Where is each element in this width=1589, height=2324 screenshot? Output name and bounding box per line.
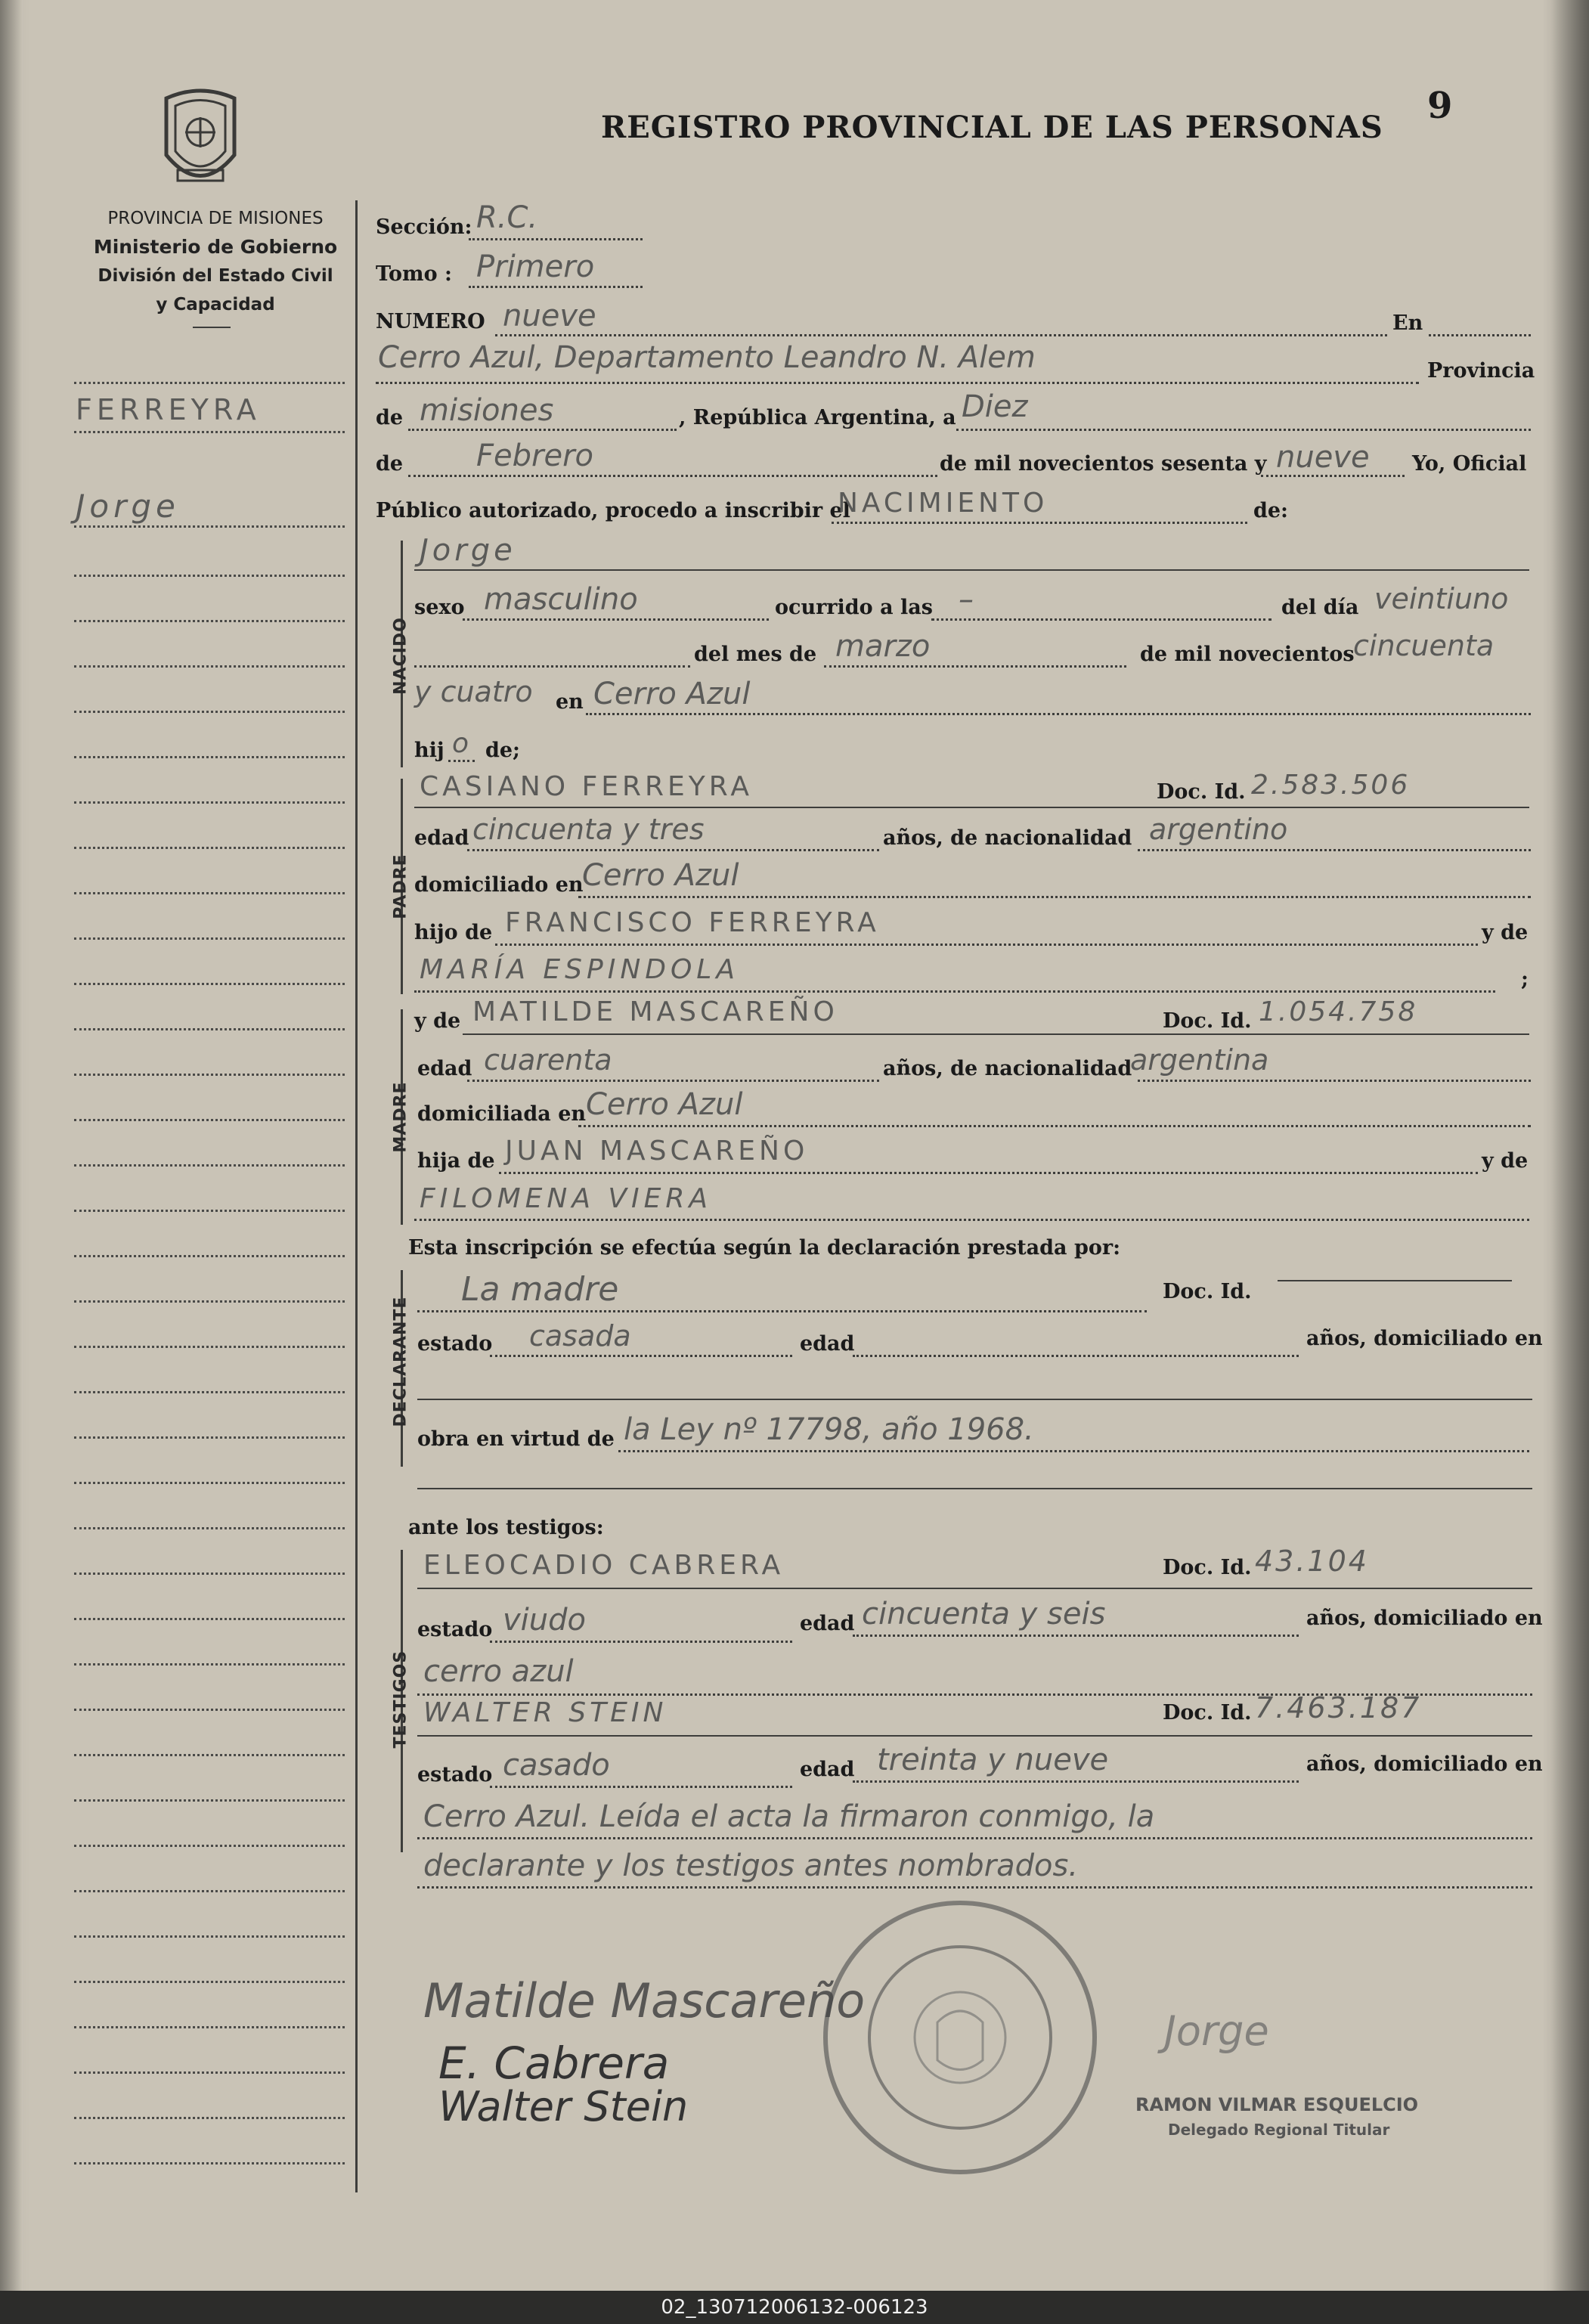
label-padre-nacionalidad: años, de nacionalidad [883, 826, 1132, 850]
label-padre-y-de: y de [1482, 921, 1529, 944]
label-padre-hijo-de: hijo de [414, 921, 493, 944]
page-edge [1551, 0, 1589, 2291]
label-numero: NUMERO [376, 310, 485, 333]
field-padre-padre: FRANCISCO FERREYRA [505, 907, 880, 938]
label-de-mil-nov: de mil novecientos [1140, 643, 1355, 666]
margin-surname: FERREYRA [76, 393, 261, 426]
field-seccion: R.C. [476, 200, 538, 235]
field-madre-padre: JUAN MASCAREÑO [505, 1136, 809, 1167]
margin-separator [355, 200, 358, 2192]
field-acto: NACIMIENTO [838, 488, 1048, 519]
page-number: 9 [1427, 85, 1453, 127]
field-anio-registro: nueve [1276, 440, 1370, 475]
field-testigo1-domicilio: cerro azul [423, 1654, 574, 1689]
filename-caption: 02_130712006132-006123 [0, 2291, 1589, 2324]
label-declarante-doc: Doc. Id. [1163, 1280, 1252, 1303]
label-hij: hij [414, 739, 444, 762]
field-hora: – [959, 582, 974, 617]
label-testigo2-domicilio: años, domiciliado en [1306, 1752, 1543, 1776]
field-dia-nac: veintiuno [1374, 582, 1509, 615]
field-lugar: Cerro Azul, Departamento Leandro N. Alem [378, 340, 1036, 375]
field-numero: nueve [503, 299, 596, 333]
field-anio-nac-2: y cuatro [414, 675, 533, 708]
official-name: RAMON VILMAR ESQUELCIO [1135, 2094, 1419, 2115]
label-del-dia: del día [1281, 596, 1359, 619]
label-ocurrido: ocurrido a las [775, 596, 933, 619]
field-declarante-estado: casada [529, 1319, 631, 1353]
field-hijo-suffix: o [452, 728, 469, 759]
label-en: En [1392, 311, 1423, 335]
org-divider [193, 327, 231, 328]
page-title: REGISTRO PROVINCIAL DE LAS PERSONAS [601, 110, 1383, 145]
label-testigo2-estado: estado [417, 1763, 493, 1786]
label-madre-edad: edad [417, 1057, 472, 1080]
field-testigo1-edad: cincuenta y seis [862, 1597, 1106, 1631]
field-padre-nac: argentino [1149, 813, 1288, 846]
field-dia-registro: Diez [962, 389, 1028, 424]
label-testigo1-domicilio: años, domiciliado en [1306, 1607, 1543, 1630]
field-lugar-nac: Cerro Azul [593, 677, 751, 711]
label-sexo: sexo [414, 596, 465, 619]
label-de-semicolon: de; [485, 739, 521, 762]
label-madre-nacionalidad: años, de nacionalidad [883, 1057, 1132, 1080]
binding-shadow [0, 0, 23, 2291]
label-semicolon: ; [1521, 968, 1529, 991]
label-testigo1-doc: Doc. Id. [1163, 1556, 1252, 1579]
label-testigo2-doc: Doc. Id. [1163, 1701, 1252, 1724]
label-testigo1-estado: estado [417, 1618, 493, 1641]
label-yo-oficial: Yo, Oficial [1412, 452, 1527, 476]
official-seal-stamp [816, 1894, 1104, 2181]
official-title: Delegado Regional Titular [1168, 2121, 1390, 2139]
label-declarante-edad: edad [800, 1332, 855, 1356]
label-testigo1-edad: edad [800, 1612, 855, 1635]
field-madre-madre: FILOMENA VIERA [420, 1183, 713, 1214]
label-en-lugar: en [556, 690, 584, 714]
label-inscripcion: Esta inscripción se efectúa según la declaración prestada por: [408, 1236, 1121, 1260]
section-label-padre: PADRE [391, 854, 410, 919]
field-tomo: Primero [476, 249, 595, 284]
org-header [87, 204, 344, 319]
provincial-emblem-icon [159, 83, 242, 197]
label-padre-doc: Doc. Id. [1157, 780, 1246, 804]
field-testigo2-nombre: WALTER STEIN [423, 1697, 668, 1728]
field-testigo1-doc: 43.104 [1255, 1545, 1369, 1578]
field-padre-edad: cincuenta y tres [472, 813, 705, 846]
label-republica: , República Argentina, a [679, 406, 956, 429]
label-tomo: Tomo : [376, 262, 452, 286]
field-padre-madre: MARÍA ESPINDOLA [420, 954, 739, 985]
section-label-testigos: TESTIGOS [391, 1650, 410, 1749]
signature-madre: Matilde Mascareño [423, 1973, 866, 2028]
field-padre-doc: 2.583.506 [1251, 770, 1411, 801]
signature-oficial: Jorge [1164, 2007, 1269, 2055]
field-testigo2-doc: 7.463.187 [1255, 1691, 1422, 1724]
field-ley: la Ley nº 17798, año 1968. [624, 1412, 1034, 1447]
label-del-mes: del mes de [694, 643, 817, 666]
label-seccion: Sección: [376, 215, 472, 239]
field-anio-nac-1: cincuenta [1353, 629, 1495, 662]
label-obra: obra en virtud de [417, 1427, 615, 1451]
field-madre-edad: cuarenta [484, 1043, 612, 1077]
signature-testigo1: E. Cabrera [438, 2037, 670, 2089]
section-label-madre: MADRE [391, 1081, 410, 1153]
label-provincia: Provincia [1427, 359, 1535, 383]
field-mes-registro: Febrero [476, 438, 593, 473]
field-cierre-2: declarante y los testigos antes nombrados. [423, 1848, 1079, 1883]
label-madre-y-de: y de [1482, 1149, 1529, 1173]
section-label-declarante: DECLARANTE [391, 1296, 410, 1427]
field-madre-doc: 1.054.758 [1259, 996, 1418, 1027]
field-mes-nac: marzo [835, 629, 931, 664]
field-testigo1-nombre: ELEOCADIO CABRERA [423, 1550, 785, 1581]
org-line-province: PROVINCIA DE MISIONES [107, 209, 324, 228]
label-declarante-domicilio: años, domiciliado en [1306, 1327, 1543, 1350]
label-publico: Público autorizado, procedo a inscribir el [376, 499, 850, 522]
signature-testigo2: Walter Stein [438, 2083, 689, 2130]
org-line-division: División del Estado Civil [98, 266, 333, 286]
label-de-mil: de mil novecientos sesenta y [940, 452, 1267, 476]
field-sexo: masculino [484, 582, 638, 617]
section-label-nacido: NACIDO [391, 617, 410, 695]
field-testigo2-estado: casado [503, 1748, 610, 1783]
field-padre-nombre: CASIANO FERREYRA [420, 771, 753, 802]
label-de-colon: de: [1253, 499, 1289, 522]
label-declarante-estado: estado [417, 1332, 493, 1356]
field-provincia: misiones [420, 393, 554, 428]
field-nombre: Jorge [420, 533, 516, 568]
field-madre-nac: argentina [1130, 1043, 1269, 1077]
label-de-provincia: de [376, 406, 404, 429]
label-madre-y-de: y de [414, 1009, 461, 1033]
field-madre-domicilio: Cerro Azul [586, 1087, 743, 1122]
field-padre-domicilio: Cerro Azul [582, 858, 739, 893]
label-testigo2-edad: edad [800, 1758, 855, 1781]
label-madre-doc: Doc. Id. [1163, 1009, 1252, 1033]
field-testigo2-edad: treinta y nueve [877, 1743, 1109, 1777]
label-ante-testigos: ante los testigos: [408, 1516, 604, 1539]
label-madre-hija-de: hija de [417, 1149, 495, 1173]
org-line-capacity: y Capacidad [156, 295, 275, 315]
label-madre-domicilio: domiciliada en [417, 1102, 587, 1126]
field-madre-nombre: MATILDE MASCAREÑO [472, 996, 838, 1027]
org-line-ministry: Ministerio de Gobierno [93, 236, 338, 258]
field-testigo1-estado: viudo [503, 1603, 586, 1638]
margin-given-name: Jorge [76, 488, 180, 525]
field-cierre-1: Cerro Azul. Leída el acta la firmaron conmigo, la [423, 1799, 1155, 1834]
label-padre-domicilio: domiciliado en [414, 873, 584, 897]
label-de-mes: de [376, 452, 404, 476]
label-padre-edad: edad [414, 826, 469, 850]
field-declarante: La madre [461, 1270, 619, 1309]
